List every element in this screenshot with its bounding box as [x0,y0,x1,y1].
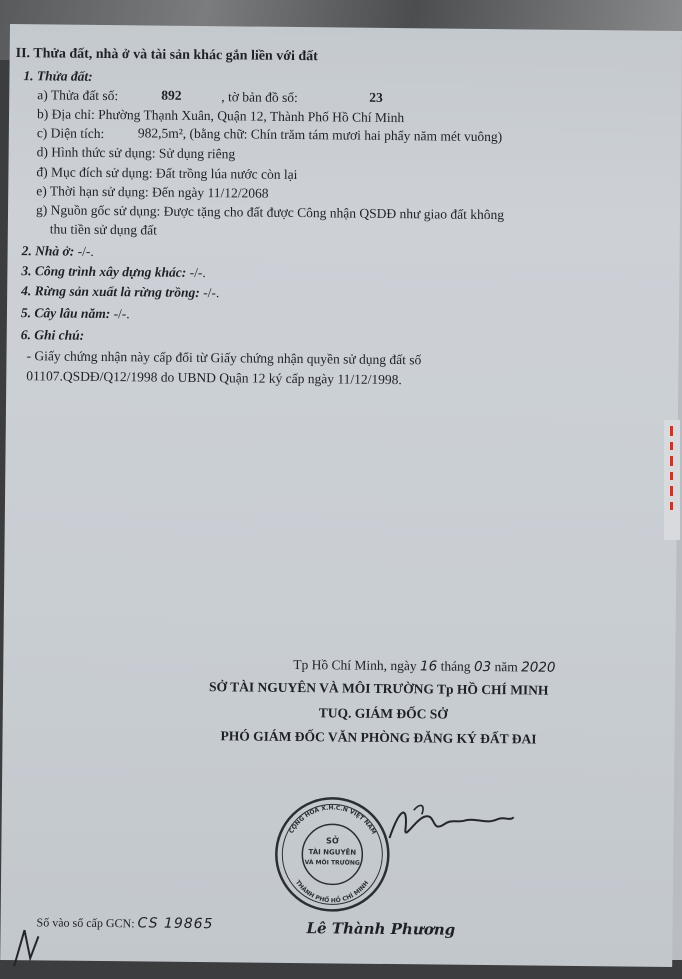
item-perennial [21,305,130,322]
issue-date [293,657,555,676]
date-year: 2020 [521,659,556,676]
date-year-label: năm [494,659,518,675]
section-title: II. Thửa đất, nhà ở và tài sản khác gắn liền với đất [15,46,318,65]
item-perennial-value: -/-. [110,306,130,322]
signer-name: Lê Thành Phương [306,919,456,939]
date-month-label: tháng [440,658,471,674]
svg-text:VÀ MÔI TRƯỜNG: VÀ MÔI TRƯỜNG [304,859,360,867]
area-value: 982,5m², (bằng chữ: Chín trăm tám mươi hai phẩy năm mét vuông) [137,125,503,145]
item-construction [21,263,206,281]
margin-mark-icon [8,922,69,973]
usage-purpose: đ) Mục đích sử dụng: Đất trồng lúa nước còn lại [36,164,298,183]
notes-line-2: 01107.QSDĐ/Q12/1998 do UBND Quận 12 ký cấp ngày 11/12/1998. [26,368,402,388]
on-behalf: TUQ. GIÁM ĐỐC SỞ [318,705,448,722]
land-heading: 1. Thửa đất: [23,68,93,84]
map-number: 23 [369,89,383,105]
svg-text:THÀNH PHỐ HỒ CHÍ MINH: THÀNH PHỐ HỒ CHÍ MINH [293,879,371,905]
map-label: , tờ bản đồ số: [221,89,298,106]
date-prefix: Tp Hồ Chí Minh, ngày [293,657,417,674]
official-seal-icon [273,795,392,914]
registry-value: CS 19865 [137,915,214,933]
area-label: c) Diện tích: [36,125,105,141]
item-forest-value: -/-. [199,285,220,301]
origin-line-2: thu tiền sử dụng đất [49,221,157,238]
svg-text:SỞ: SỞ [326,836,339,846]
item-construction-label: 3. Công trình xây dựng khác: [21,263,187,280]
signer-title: PHÓ GIÁM ĐỐC VĂN PHÒNG ĐĂNG KÝ ĐẤT ĐAI [220,728,537,747]
date-month: 03 [473,658,492,676]
item-forest-label: 4. Rừng sản xuất là rừng trồng: [21,283,200,301]
item-house-label: 2. Nhà ở: [21,243,75,259]
item-house [22,243,94,260]
item-house-value: -/-. [74,243,94,259]
signature-icon [385,798,516,849]
notes-heading: 6. Ghi chú: [20,327,85,343]
date-day: 16 [419,658,438,675]
item-forest [21,283,219,301]
item-construction-value: -/-. [186,264,206,281]
origin-line-1: g) Nguồn gốc sử dụng: Được tặng cho đất được Công nhận QSDĐ như giao đất không [35,202,505,223]
item-perennial-label: 5. Cây lâu năm: [20,305,111,322]
issuing-org: SỞ TÀI NGUYÊN VÀ MÔI TRƯỜNG Tp HỒ CHÍ MINH [208,679,549,698]
usage-duration: e) Thời hạn sử dụng: Đến ngày 11/12/2068 [36,183,269,201]
svg-text:CỘNG HÒA X.H.C.N VIỆT NAM: CỘNG HÒA X.H.C.N VIỆT NAM [287,804,378,836]
side-tab-icon [660,420,682,540]
address: b) Địa chỉ: Phường Thạnh Xuân, Quận 12, Thành Phố Hồ Chí Minh [36,106,405,126]
svg-text:TÀI NGUYÊN: TÀI NGUYÊN [308,848,357,857]
notes-line-1: - Giấy chứng nhận này cấp đổi từ Giấy chứng nhận quyền sử dụng đất số [26,348,422,368]
registry-label: Số vào sổ cấp GCN: [36,915,135,931]
usage-form: d) Hình thức sử dụng: Sử dụng riêng [36,144,236,162]
certificate-page [0,24,682,967]
parcel-number: 892 [161,87,182,103]
parcel-label: a) Thửa đất số: [37,87,119,104]
